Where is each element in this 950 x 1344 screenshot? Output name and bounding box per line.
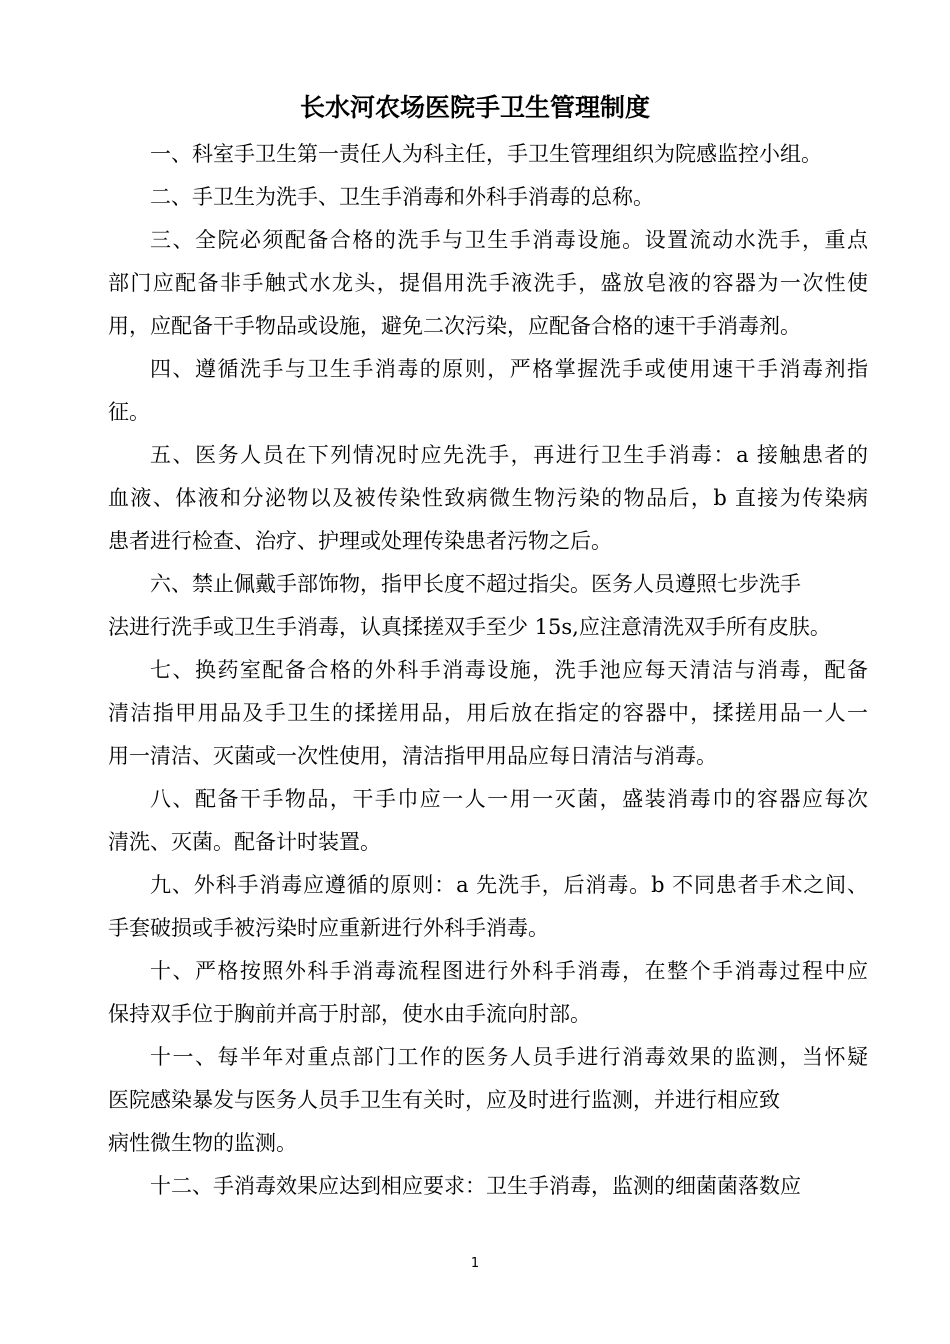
paragraph-line: 清洗、灭菌。配备计时装置。 xyxy=(108,830,381,854)
paragraph-line: 血液、体液和分泌物以及被传染性致病微生物污染的物品后，b 直接为传染病 xyxy=(108,486,868,510)
paragraph-line: 征。 xyxy=(108,400,150,424)
paragraph-line: 法进行洗手或卫生手消毒，认真揉搓双手至少 15s,应注意清洗双手所有皮肤。 xyxy=(108,615,831,639)
paragraph-line: 八、配备干手物品，干手巾应一人一用一灭菌，盛装消毒巾的容器应每次 xyxy=(150,787,868,811)
paragraph-11 xyxy=(108,1036,868,1165)
paragraph-line: 患者进行检查、治疗、护理或处理传染患者污物之后。 xyxy=(108,529,612,553)
document-body xyxy=(108,133,868,1208)
paragraph-line: 四、遵循洗手与卫生手消毒的原则，严格掌握洗手或使用速干手消毒剂指 xyxy=(150,357,868,381)
paragraph-3 xyxy=(108,219,868,348)
paragraph-line: 七、换药室配备合格的外科手消毒设施，洗手池应每天清洁与消毒，配备 xyxy=(150,658,868,682)
paragraph-line: 手套破损或手被污染时应重新进行外科手消毒。 xyxy=(108,916,549,940)
paragraph-10 xyxy=(108,950,868,1036)
paragraph-12 xyxy=(108,1165,868,1208)
paragraph-line: 十一、每半年对重点部门工作的医务人员手进行消毒效果的监测，当怀疑 xyxy=(150,1045,868,1069)
paragraph-line: 用一清洁、灭菌或一次性使用，清洁指甲用品应每日清洁与消毒。 xyxy=(108,744,717,768)
paragraph-8 xyxy=(108,778,868,864)
paragraph-line: 九、外科手消毒应遵循的原则：a 先洗手，后消毒。b 不同患者手术之间、 xyxy=(150,873,868,897)
paragraph-5 xyxy=(108,434,868,563)
paragraph-line: 保持双手位于胸前并高于肘部，使水由手流向肘部。 xyxy=(108,1002,591,1026)
document-title: 长水河农场医院手卫生管理制度 xyxy=(299,93,650,122)
paragraph-line: 用，应配备干手物品或设施，避免二次污染，应配备合格的速干手消毒剂。 xyxy=(108,314,801,338)
page-number: 1 xyxy=(470,1256,480,1271)
paragraph-line: 五、医务人员在下列情况时应先洗手，再进行卫生手消毒：a 接触患者的 xyxy=(150,443,868,467)
paragraph-4 xyxy=(108,348,868,434)
paragraph-line: 部门应配备非手触式水龙头，提倡用洗手液洗手，盛放皂液的容器为一次性使 xyxy=(108,271,868,295)
paragraph-line: 清洁指甲用品及手卫生的揉搓用品，用后放在指定的容器中，揉搓用品一人一 xyxy=(108,701,868,725)
paragraph-line: 二、手卫生为洗手、卫生手消毒和外科手消毒的总称。 xyxy=(150,185,654,209)
paragraph-7 xyxy=(108,649,868,778)
paragraph-2 xyxy=(108,176,868,219)
paragraph-line: 一、科室手卫生第一责任人为科主任，手卫生管理组织为院感监控小组。 xyxy=(150,142,822,166)
paragraph-line: 六、禁止佩戴手部饰物，指甲长度不超过指尖。医务人员遵照七步洗手 xyxy=(150,572,801,596)
paragraph-line: 十、严格按照外科手消毒流程图进行外科手消毒，在整个手消毒过程中应 xyxy=(150,959,868,983)
paragraph-line: 医院感染暴发与医务人员手卫生有关时，应及时进行监测，并进行相应致 xyxy=(108,1088,780,1112)
paragraph-9 xyxy=(108,864,868,950)
paragraph-line: 十二、手消毒效果应达到相应要求：卫生手消毒，监测的细菌菌落数应 xyxy=(150,1174,801,1198)
paragraph-6 xyxy=(108,563,868,649)
paragraph-line: 病性微生物的监测。 xyxy=(108,1131,297,1155)
paragraph-line: 三、全院必须配备合格的洗手与卫生手消毒设施。设置流动水洗手，重点 xyxy=(150,228,868,252)
paragraph-1 xyxy=(108,133,868,176)
